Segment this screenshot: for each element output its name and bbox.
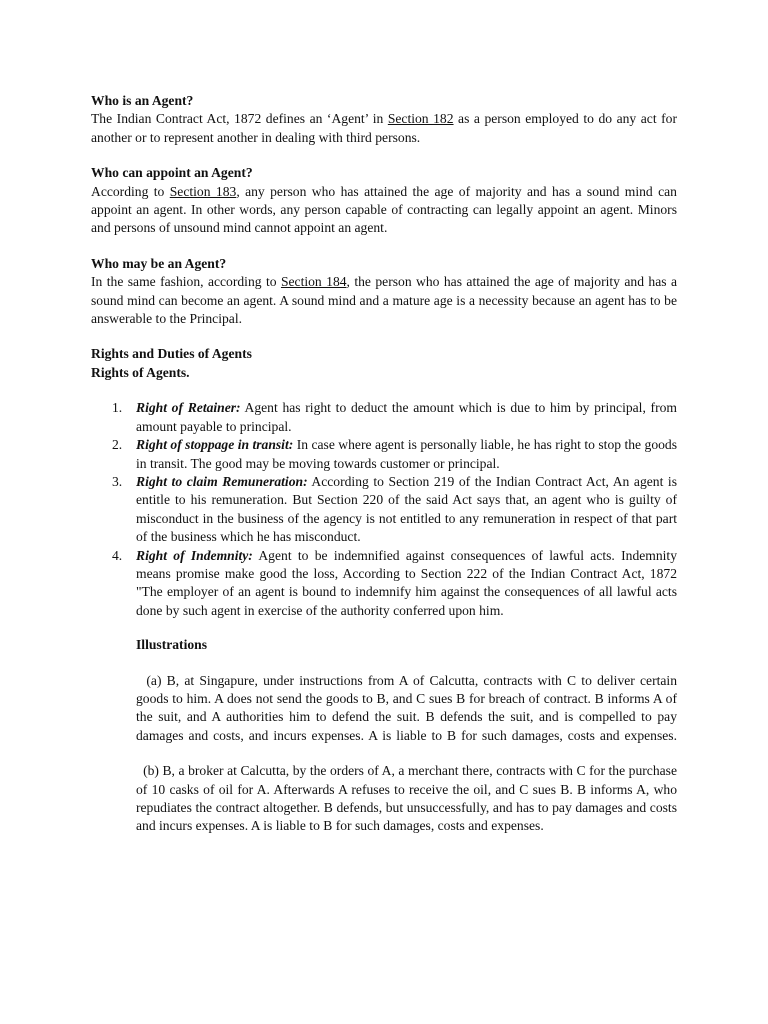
paragraph-text: , any person who has attained the age of majority and has a sound mind can appoint an agent. In other words, any person capable of contracting can legally appoint an agent. Minors and persons of unsound mind cannot appoint an agent. <box>91 183 677 236</box>
right-term: Right to claim Remuneration: <box>136 473 308 489</box>
section-heading: Who may be an Agent? <box>91 255 227 271</box>
section-paragraph <box>91 273 677 328</box>
right-term: Right of stoppage in transit: <box>136 437 294 453</box>
illustration-a: (a) B, at Singapure, under instructions from A of Calcutta, contracts with C to deliver certain goods to him. A does not send the goods to B, and C sues B for breach of contract. B informs A of the suit, and A authorities him to defend the suit. B defends the suit, and is compelled to pay damages and costs, and incurs expenses. A is liable to B for such damages, costs and expenses. <box>136 672 677 743</box>
paragraph-text: In the same fashion, according to <box>91 274 281 290</box>
right-term: Right of Retainer: <box>136 400 241 416</box>
section-who-is-agent <box>91 92 677 147</box>
right-text: Agent to be indemnified against consequences of lawful acts. Indemnity means promise make good the loss, According to Section 222 of the Indian Contract Act, 1872 "The employer of an agent is bound to indemnify him against the consequences of all lawful acts done by such agent in exercise of the authority conferred upon him. <box>136 547 678 618</box>
list-item <box>91 399 677 436</box>
section-paragraph <box>91 110 677 147</box>
section-183-link[interactable]: Section 183 <box>169 183 237 199</box>
illustration-b: (b) B, a broker at Calcutta, by the orders of A, a merchant there, contracts with C for the purchase of 10 casks of oil for A. Afterwards A refuses to receive the oil, and C sues B. B informs A, who repudiates the contract altogether. B defends, but unsuccessfully, and has to pay damages and costs and incurs expenses. A is liable to B for such damages, costs and expenses. <box>136 763 677 834</box>
list-number: 3. <box>112 473 123 489</box>
paragraph-text: According to <box>91 183 170 199</box>
paragraph-text: as a person employed to do any act for another or to represent another in dealing with third persons. <box>91 111 677 145</box>
section-184-link[interactable]: Section 184 <box>280 274 347 290</box>
right-text: Agent has right to deduct the amount which is due to him by principal, from amount payable to principal. <box>136 400 677 434</box>
list-number: 4. <box>112 547 123 563</box>
right-text: In case where agent is personally liable, he has right to stop the goods in transit. The good may be moving towards customer or principal. <box>136 437 677 471</box>
section-who-can-appoint <box>91 164 677 238</box>
section-heading: Who can appoint an Agent? <box>91 165 253 181</box>
right-text: According to Section 219 of the Indian Contract Act, An agent is entitle to his remuneration. But Section 220 of the said Act says that, an agent who is guilty of misconduct in the business of the agency is not entitled to any remuneration in respect of that part of the business which he has misconduct. <box>136 473 677 545</box>
illustrations-heading: Illustrations <box>136 637 208 653</box>
section-182-link[interactable]: Section 182 <box>387 111 454 127</box>
document-page <box>91 92 677 853</box>
section-paragraph <box>91 183 677 238</box>
illustrations-block <box>136 636 677 836</box>
rights-duties-heading: Rights and Duties of Agents <box>91 346 252 362</box>
section-heading: Who is an Agent? <box>91 93 194 108</box>
rights-heading: Rights of Agents. <box>91 364 190 380</box>
list-item <box>91 547 677 621</box>
paragraph-text: , the person who has attained the age of majority and has a sound mind can become an agent. A sound mind and a mature age is a necessity because an agent has to be answerable to the Principal. <box>91 274 677 327</box>
list-number: 2. <box>112 437 123 453</box>
right-term: Right of Indemnity: <box>136 547 253 563</box>
section-who-may-be <box>91 255 677 329</box>
rights-list <box>91 399 677 620</box>
list-number: 1. <box>112 400 123 416</box>
list-item <box>91 473 677 547</box>
paragraph-text: The Indian Contract Act, 1872 defines an ‘Agent’ in <box>91 111 388 127</box>
list-item <box>91 436 677 473</box>
